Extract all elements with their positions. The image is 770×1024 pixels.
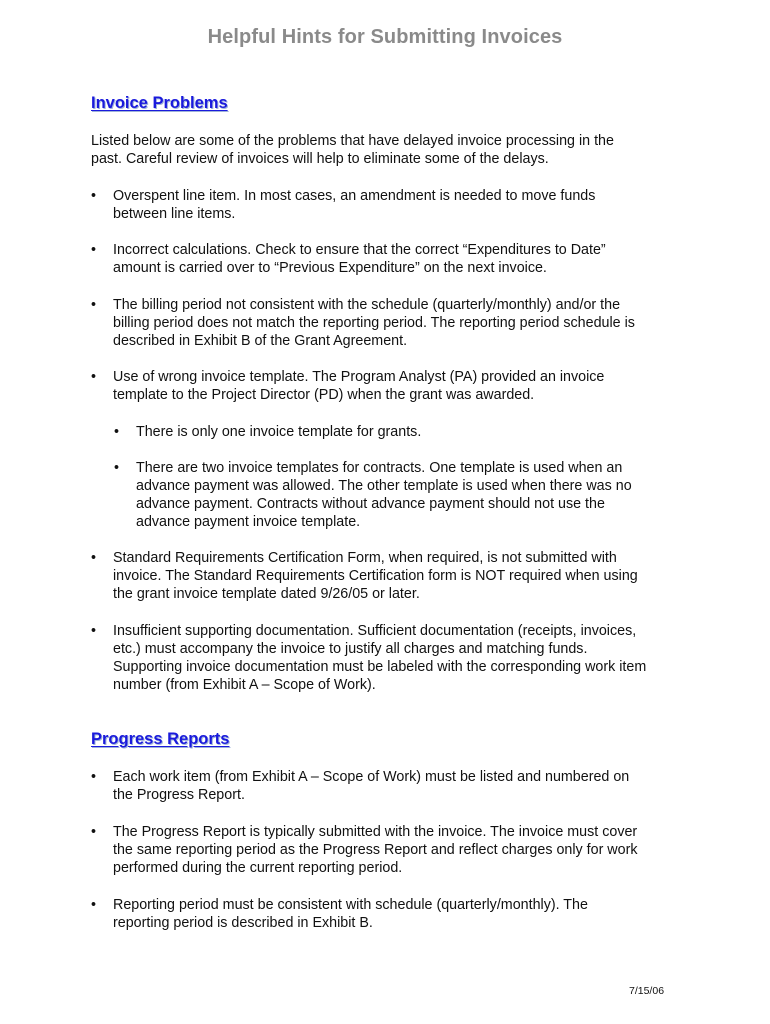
- bullet-marker: •: [91, 623, 97, 639]
- bullet-marker: •: [114, 424, 120, 440]
- bullet-marker: •: [91, 297, 97, 313]
- list-item-text: There is only one invoice template for grants.: [136, 424, 422, 440]
- list-item-text: Standard Requirements Certification Form, when required, is not submitted with invoice. The Standard Requirements Certification form is NOT required when using the grant invoice template dated 9/26/05 or later.: [113, 550, 638, 602]
- invoice-problems-heading: Invoice Problems: [91, 94, 228, 112]
- list-item-text: Use of wrong invoice template. The Program Analyst (PA) provided an invoice template to the Project Director (PD) when the grant was awarded.: [113, 369, 605, 403]
- list-item-text: Each work item (from Exhibit A – Scope of Work) must be listed and numbered on the Progress Report.: [113, 769, 630, 803]
- list-item-text: Incorrect calculations. Check to ensure that the correct “Expenditures to Date” amount is carried over to “Previous Expenditure” on the next invoice.: [113, 242, 606, 276]
- bullet-marker: •: [91, 824, 97, 840]
- bullet-marker: •: [91, 242, 97, 258]
- bullet-marker: •: [91, 369, 97, 385]
- bullet-marker: •: [91, 897, 97, 913]
- list-item-text: Overspent line item. In most cases, an amendment is needed to move funds between line items.: [113, 188, 596, 222]
- list-item-text: Insufficient supporting documentation. Sufficient documentation (receipts, invoices, etc.) must accompany the invoice to justify all charges and matching funds. Supporting invoice documentation must be labeled with the corresponding work item number (from Exhibit A – Scope of Work).: [113, 623, 647, 693]
- progress-reports-heading: Progress Reports: [91, 730, 230, 748]
- list-item-text: Reporting period must be consistent with schedule (quarterly/monthly). The reporting period is described in Exhibit B.: [113, 897, 588, 931]
- bullet-marker: •: [114, 460, 120, 476]
- bullet-marker: •: [91, 550, 97, 566]
- footer-date: 7/15/06: [629, 985, 665, 997]
- list-item-text: There are two invoice templates for contracts. One template is used when an advance payment was allowed. The other template is used when there was no advance payment. Contracts without advance payment should not use the advance payment invoice template.: [136, 460, 632, 530]
- document-title: Helpful Hints for Submitting Invoices: [207, 26, 563, 48]
- invoice-problems-intro: Listed below are some of the problems that have delayed invoice processing in the past. Careful review of invoices will help to eliminate some of the delays.: [91, 133, 614, 167]
- bullet-marker: •: [91, 769, 97, 785]
- list-item-text: The Progress Report is typically submitted with the invoice. The invoice must cover the same reporting period as the Progress Report and reflect charges only for work performed during the current reporting period.: [113, 824, 638, 876]
- bullet-marker: •: [91, 188, 97, 204]
- list-item-text: The billing period not consistent with the schedule (quarterly/monthly) and/or the billing period does not match the reporting period. The reporting period schedule is described in Exhibit B of the Grant Agreement.: [113, 297, 635, 349]
